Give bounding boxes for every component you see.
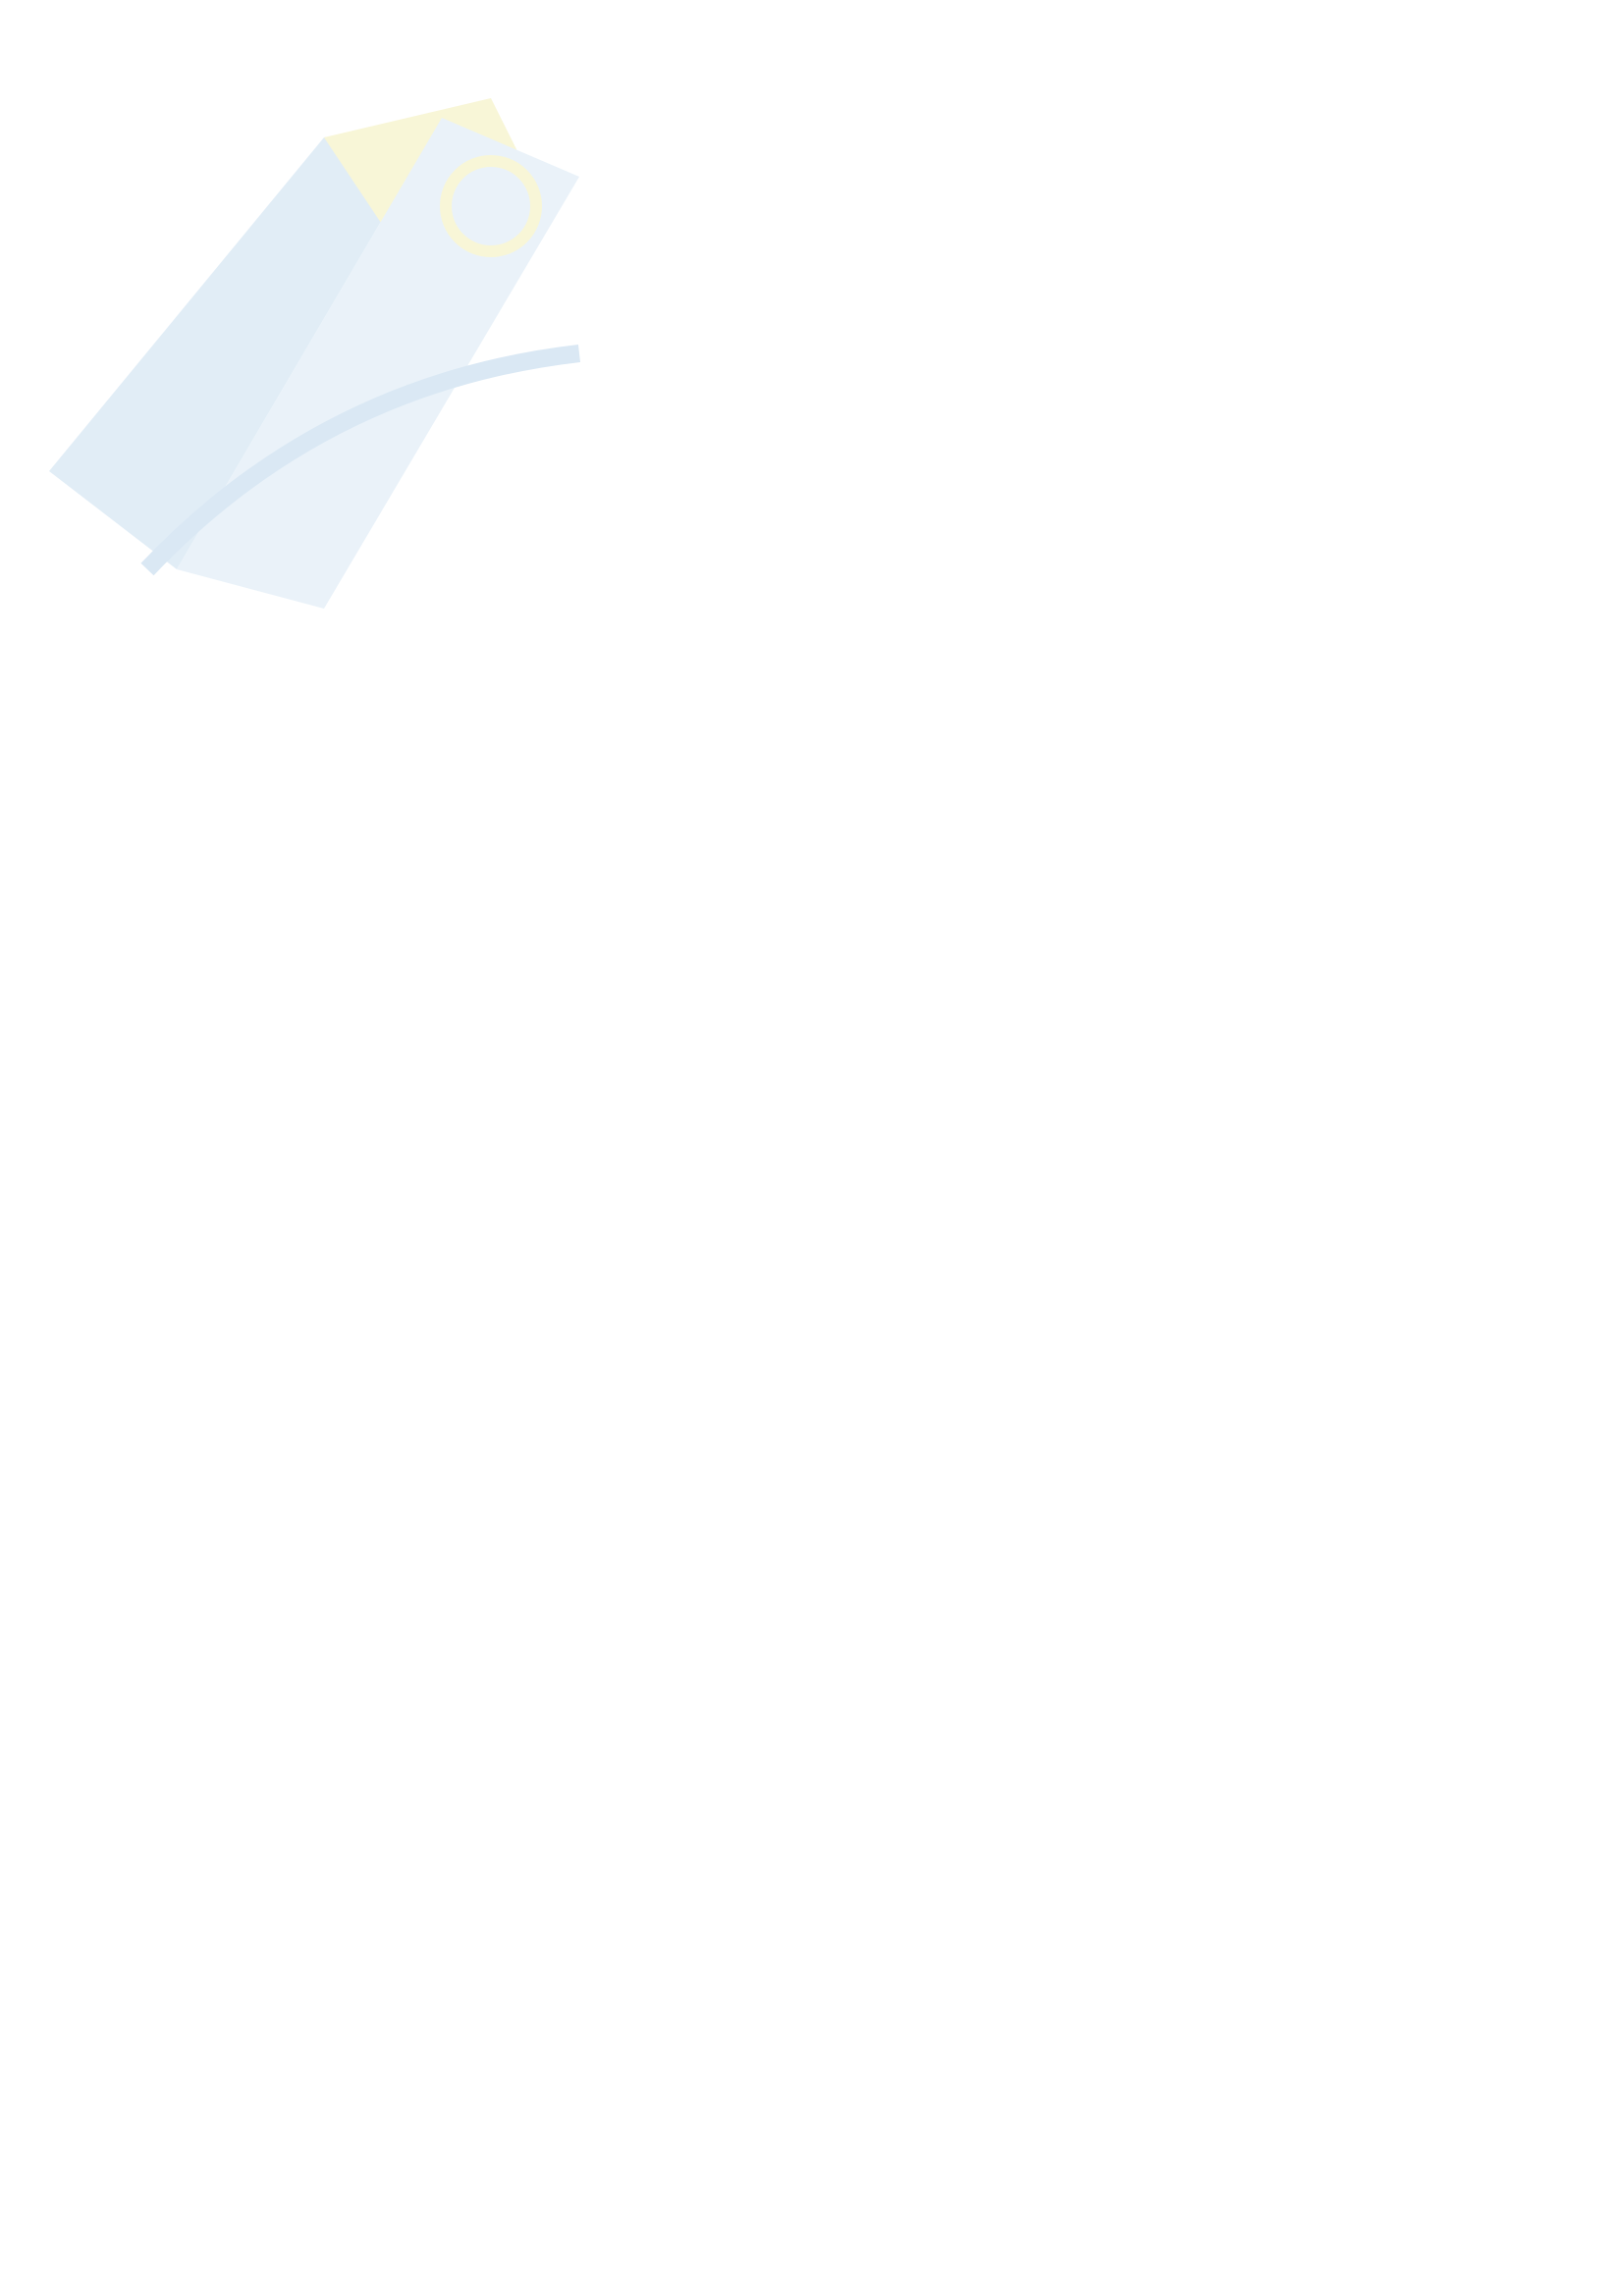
watermark-logo xyxy=(29,59,736,766)
document-body xyxy=(98,93,1534,120)
